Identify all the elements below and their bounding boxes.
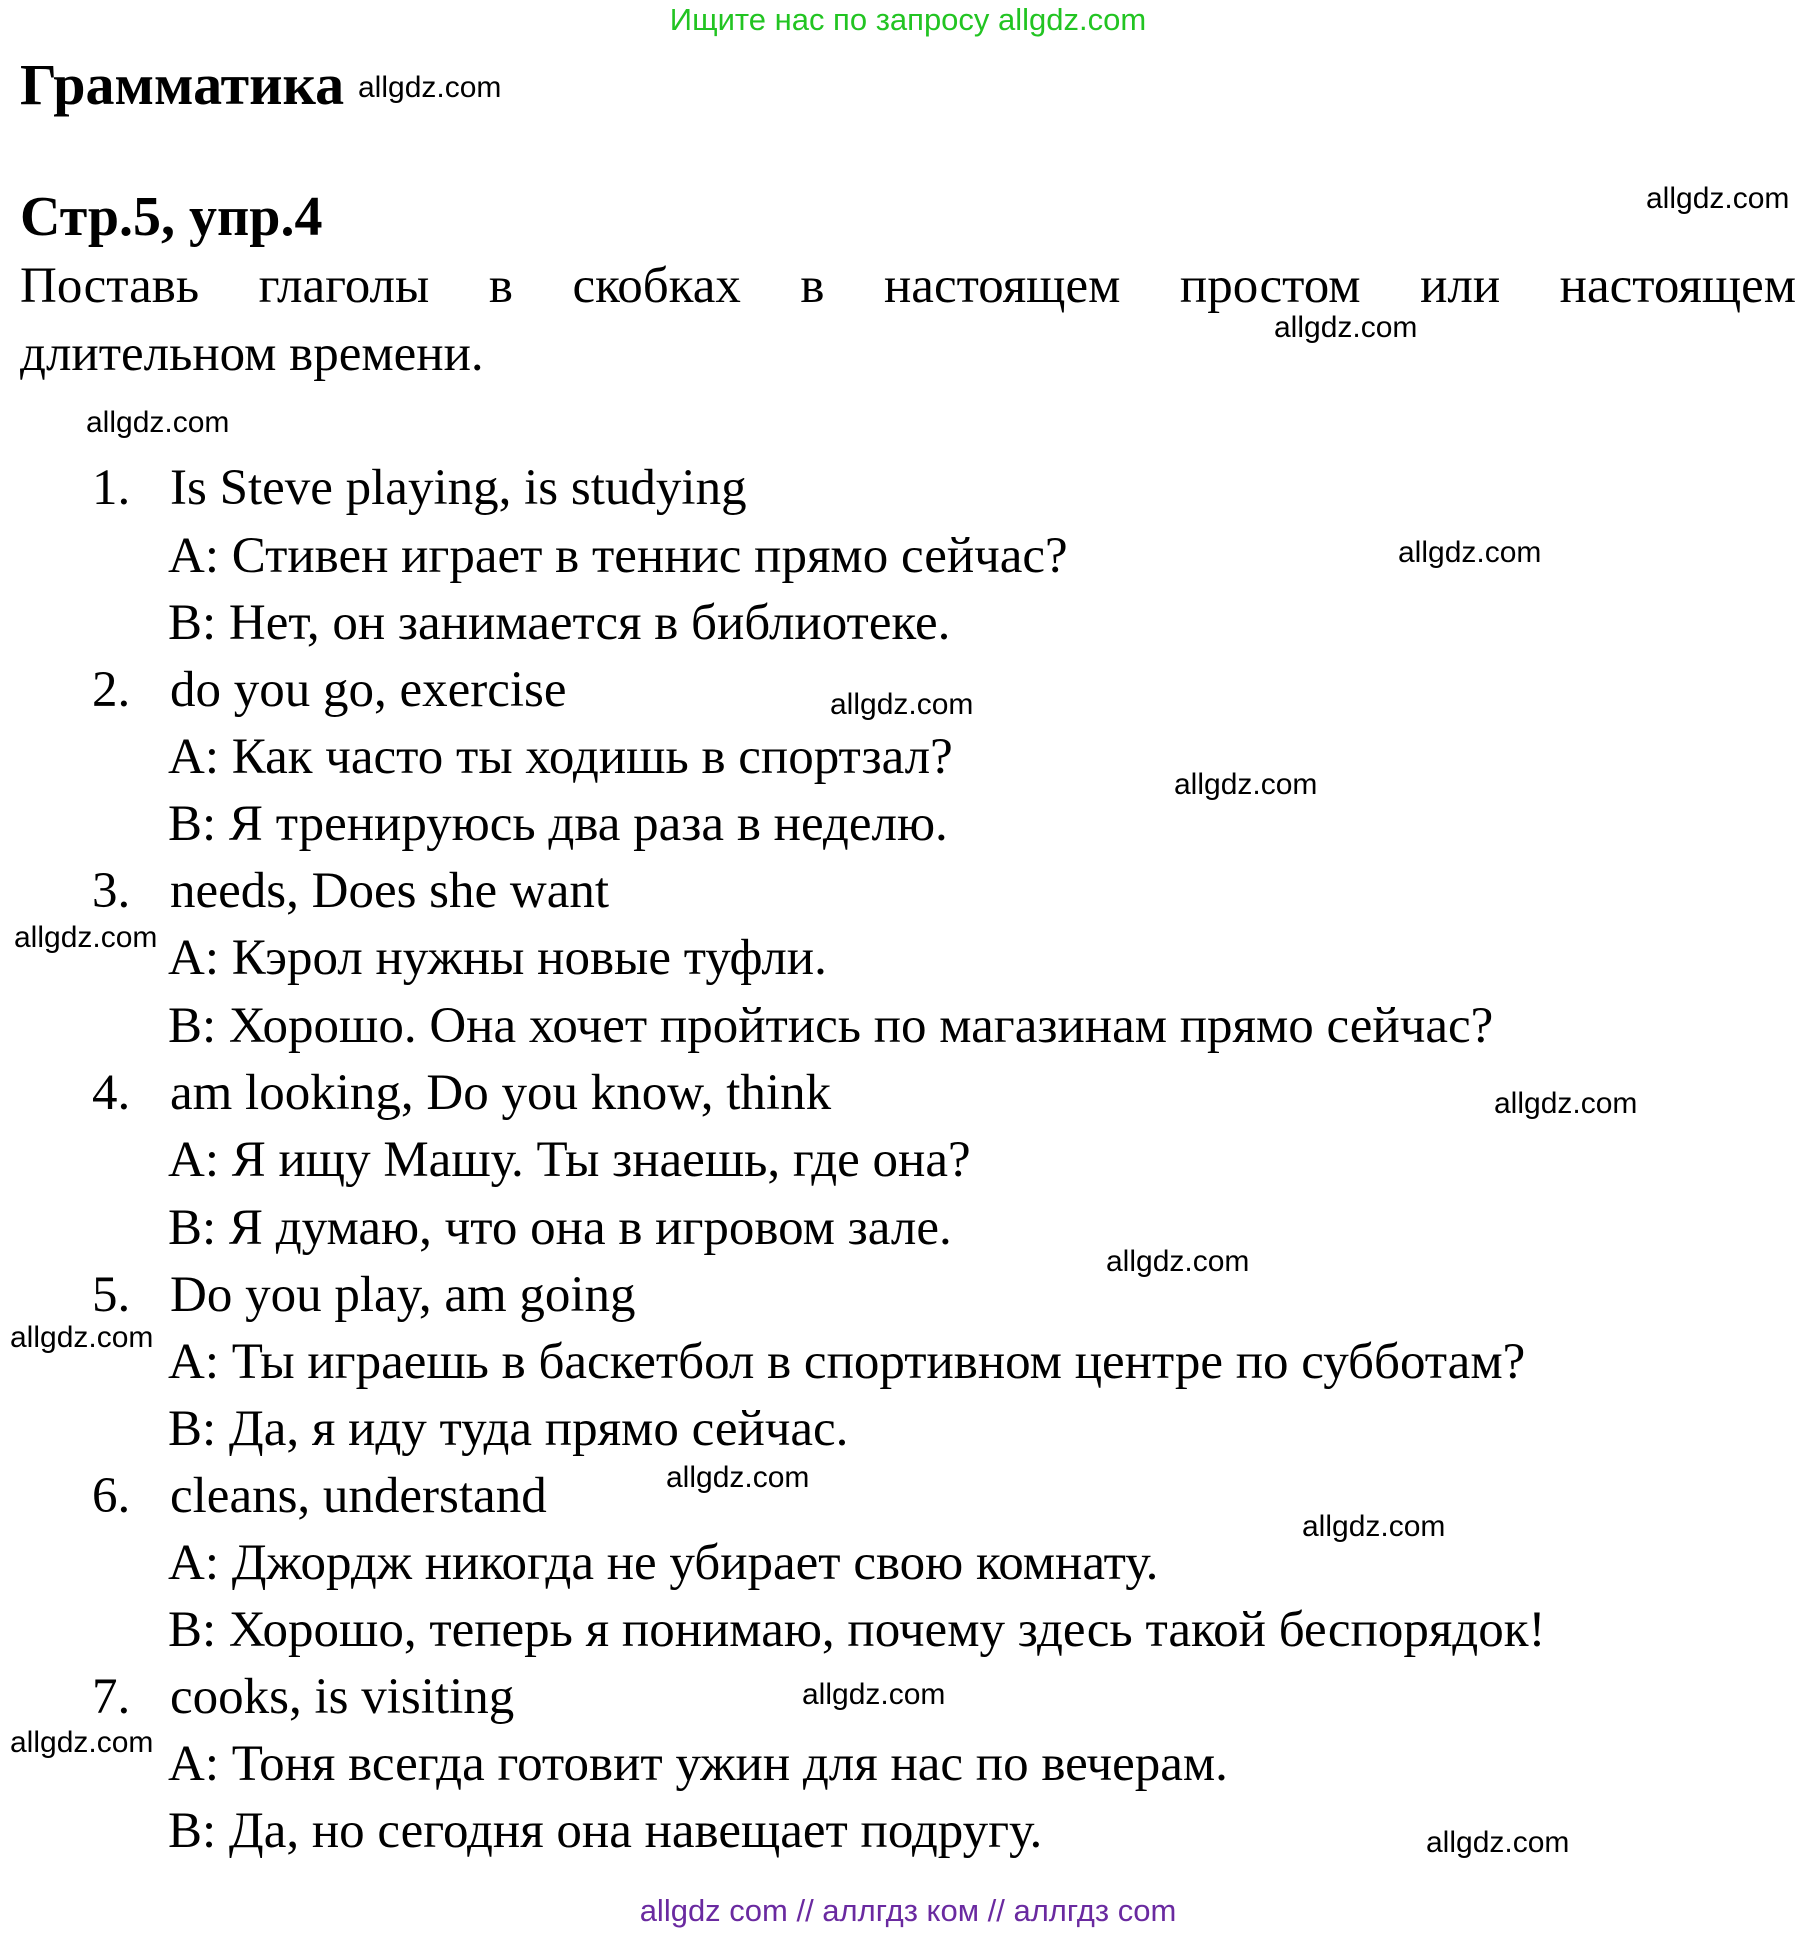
watermark: allgdz.com (802, 1678, 946, 1711)
watermark: allgdz.com (358, 71, 502, 104)
top-banner: Ищите нас по запросу allgdz.com (669, 2, 1147, 37)
watermark: allgdz.com (1426, 1826, 1570, 1859)
dialogue-a-text: A: Ты играешь в баскетбол в спортивном центре по субботам? (168, 1334, 1526, 1390)
watermark: allgdz.com (1646, 182, 1790, 215)
item-answer: am looking, Do you know, think (170, 1065, 832, 1121)
section-title: Грамматика (20, 52, 345, 117)
task-line-2: длительном времени. (20, 326, 484, 382)
dialogue-b-text: B: Я думаю, что она в игровом зале. (168, 1200, 952, 1256)
watermark: allgdz.com (830, 688, 974, 721)
exercise-heading: Стр.5, упр.4 (20, 186, 323, 248)
dialogue-a-text: A: Тоня всегда готовит ужин для нас по вечерам. (168, 1736, 1228, 1792)
watermark: allgdz.com (86, 406, 230, 439)
item-answer: cleans, understand (170, 1468, 547, 1524)
item-answer: needs, Does she want (170, 863, 610, 919)
footer-watermark: allgdz com // аллгдз ком // аллгдз com (639, 1893, 1177, 1928)
watermark: allgdz.com (1274, 311, 1418, 344)
item-number: 5. (92, 1267, 131, 1323)
item-answer: Do you play, am going (170, 1267, 636, 1323)
watermark: allgdz.com (666, 1461, 810, 1494)
item-answer: cooks, is visiting (170, 1669, 515, 1725)
item-answer: Is Steve playing, is studying (170, 460, 747, 516)
dialogue-a-text: A: Кэрол нужны новые туфли. (168, 930, 827, 986)
dialogue-b-text: B: Я тренируюсь два раза в неделю. (168, 796, 948, 852)
watermark: allgdz.com (10, 1726, 154, 1759)
watermark: allgdz.com (14, 921, 158, 954)
dialogue-b-text: B: Хорошо, теперь я понимаю, почему здесь такой беспорядок! (168, 1602, 1546, 1658)
watermark: allgdz.com (10, 1321, 154, 1354)
dialogue-a-text: A: Стивен играет в теннис прямо сейчас? (168, 528, 1068, 584)
item-answer: do you go, exercise (170, 662, 567, 718)
watermark: allgdz.com (1174, 768, 1318, 801)
item-number: 6. (92, 1468, 131, 1524)
watermark: allgdz.com (1494, 1087, 1638, 1120)
item-number: 1. (92, 460, 131, 516)
dialogue-a-text: A: Как часто ты ходишь в спортзал? (168, 729, 953, 785)
item-number: 2. (92, 662, 131, 718)
watermark: allgdz.com (1302, 1510, 1446, 1543)
item-number: 3. (92, 863, 131, 919)
item-number: 4. (92, 1065, 131, 1121)
dialogue-b-text: B: Да, но сегодня она навещает подругу. (168, 1803, 1043, 1859)
watermark: allgdz.com (1398, 536, 1542, 569)
item-number: 7. (92, 1669, 131, 1725)
task-line-1: Поставь глаголы в скобках в настоящем простом или настоящем (20, 258, 1796, 314)
dialogue-a-text: A: Я ищу Машу. Ты знаешь, где она? (168, 1132, 971, 1188)
dialogue-b-text: B: Хорошо. Она хочет пройтись по магазинам прямо сейчас? (168, 998, 1494, 1054)
dialogue-b-text: B: Да, я иду туда прямо сейчас. (168, 1401, 849, 1457)
watermark: allgdz.com (1106, 1245, 1250, 1278)
dialogue-a-text: A: Джордж никогда не убирает свою комнату. (168, 1535, 1159, 1591)
dialogue-b-text: B: Нет, он занимается в библиотеке. (168, 595, 951, 651)
